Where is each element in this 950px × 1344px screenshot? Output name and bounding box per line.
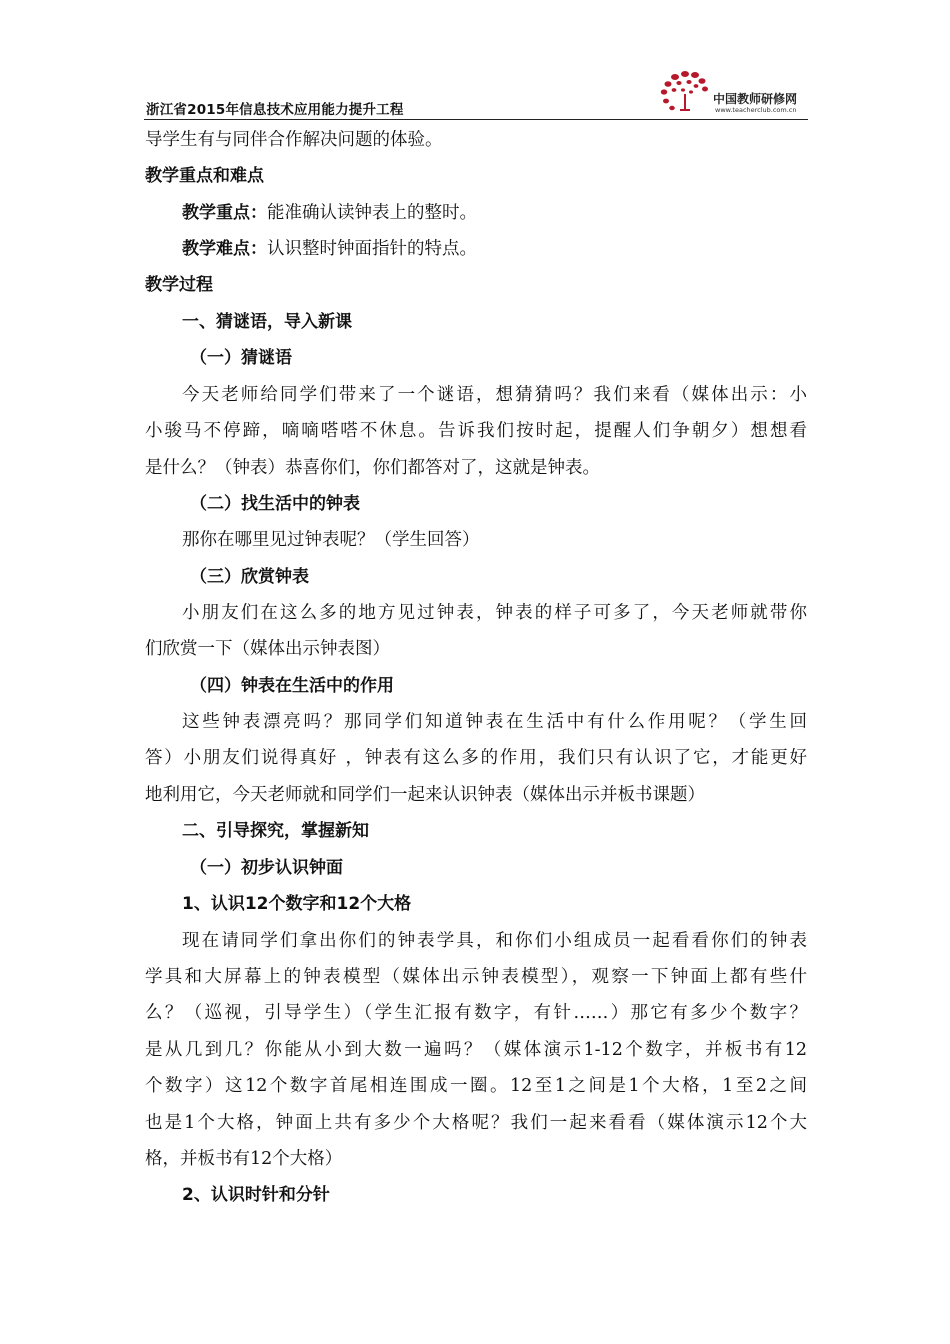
section-heading: 教学过程 xyxy=(145,275,213,295)
subsection-heading: （一）初步认识钟面 xyxy=(190,858,343,878)
text-line: 导学生有与同伴合作解决问题的体验。 xyxy=(145,130,443,150)
subsection-heading: （四）钟表在生活中的作用 xyxy=(190,676,394,696)
difficulty-text: 认识整时钟面指针的特点。 xyxy=(267,239,477,259)
text-line: 们欣赏一下（媒体出示钟表图） xyxy=(145,639,390,659)
text-line: 也是1个大格，钟面上共有多少个大格呢？我们一起来看看（媒体演示12个大 xyxy=(145,1113,807,1133)
text-line: 答）小朋友们说得真好 ，钟表有这么多的作用，我们只有认识了它，才能更好 xyxy=(145,748,807,768)
section-heading: 教学重点和难点 xyxy=(145,166,264,186)
text-line: 是什么？（钟表）恭喜你们，你们都答对了，这就是钟表。 xyxy=(145,458,600,478)
subsection-heading: 二、引导探究，掌握新知 xyxy=(182,821,369,841)
text-line: 学具和大屏幕上的钟表模型（媒体出示钟表模型），观察一下钟面上都有些什 xyxy=(145,967,807,987)
text-line: 现在请同学们拿出你们的钟表学具，和你们小组成员一起看看你们的钟表 xyxy=(182,931,807,951)
difficulty-line xyxy=(182,237,807,261)
subsection-heading: 一、猜谜语，导入新课 xyxy=(182,312,352,332)
difficulty-label: 教学难点： xyxy=(182,239,267,259)
text-line: 么？（巡视，引导学生）（学生汇报有数字，有针……）那它有多少个数字？ xyxy=(145,1003,807,1023)
text-line: 小骏马不停蹄，嘀嘀嗒嗒不休息。告诉我们按时起，提醒人们争朝夕）想想看 xyxy=(145,421,807,441)
text-line: 是从几到几？你能从小到大数一遍吗？（媒体演示1-12个数字，并板书有12 xyxy=(145,1040,807,1060)
teacherclub-logo xyxy=(655,66,805,118)
text-line: 小朋友们在这么多的地方见过钟表，钟表的样子可多了，今天老师就带你 xyxy=(182,603,807,623)
text-line: 这些钟表漂亮吗？那同学们知道钟表在生活中有什么作用呢？（学生回 xyxy=(182,712,807,732)
subsection-heading: （一）猜谜语 xyxy=(190,348,292,368)
subsection-heading: （二）找生活中的钟表 xyxy=(190,494,360,514)
key-point-label: 教学重点： xyxy=(182,203,267,223)
key-point-line xyxy=(182,201,807,225)
subsection-heading: 2、认识时针和分针 xyxy=(182,1185,330,1205)
logo-name: 中国教师研修网 xyxy=(713,92,798,106)
logo-flower-icon xyxy=(655,66,715,118)
header-title: 浙江省2015年信息技术应用能力提升工程 xyxy=(146,102,404,118)
header-rule xyxy=(144,119,808,120)
text-line: 个数字）这12个数字首尾相连围成一圈。12至1之间是1个大格，1至2之间 xyxy=(145,1076,807,1096)
text-line: 格，并板书有12个大格） xyxy=(145,1149,343,1169)
subsection-heading: （三）欣赏钟表 xyxy=(190,567,309,587)
subsection-heading: 1、认识12个数字和12个大格 xyxy=(182,894,412,914)
text-line: 那你在哪里见过钟表呢？（学生回答） xyxy=(182,530,480,550)
key-point-text: 能准确认读钟表上的整时。 xyxy=(267,203,477,223)
text-line: 地利用它，今天老师就和同学们一起来认识钟表（媒体出示并板书课题） xyxy=(145,785,705,805)
text-line: 今天老师给同学们带来了一个谜语，想猜猜吗？我们来看（媒体出示：小 xyxy=(182,385,807,405)
logo-url: www.teacherclub.com.cn xyxy=(715,106,797,114)
